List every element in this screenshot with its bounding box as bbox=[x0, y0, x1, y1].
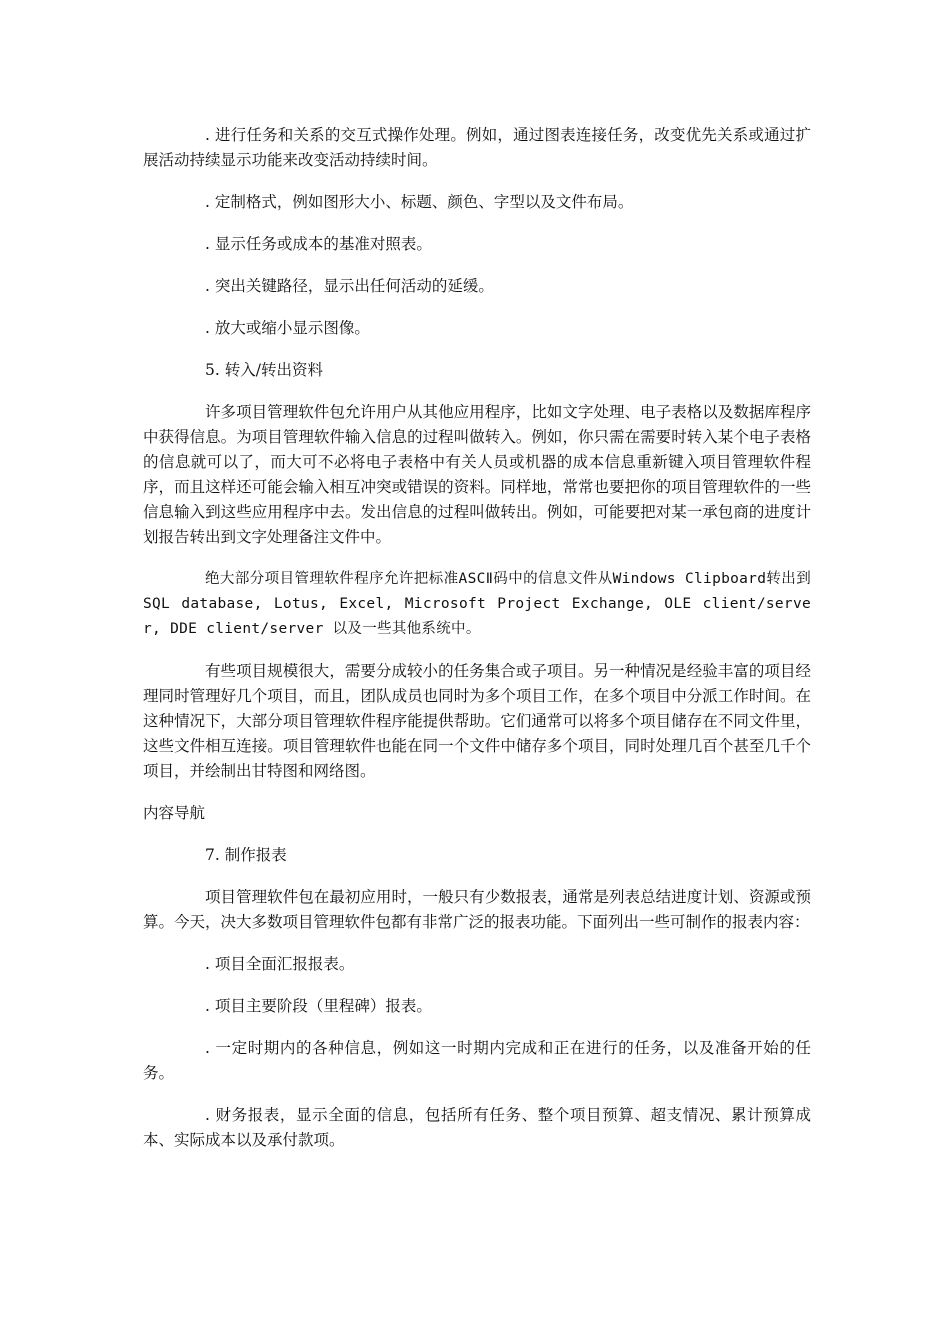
section-heading-reports: 7. 制作报表 bbox=[205, 846, 287, 864]
bullet-milestone-report: . 项目主要阶段（里程碑）报表。 bbox=[205, 997, 432, 1015]
section-heading-import-export: 5. 转入/转出资料 bbox=[205, 361, 323, 379]
bullet-overall-report: . 项目全面汇报报表。 bbox=[205, 955, 355, 973]
document-body bbox=[143, 123, 811, 1153]
paragraph-import-export: 许多项目管理软件包允许用户从其他应用程序，比如文字处理、电子表格以及数据库程序中获得信息。为项目管理软件输入信息的过程叫做转入。例如，你只需在需要时转入某个电子表格的信息就可以了，而大可不必将电子表格中有关人员或机器的成本信息重新键入项目管理软件程序，而且这样还可能会输入相互冲突或错误的资料。同样地，常常也要把你的项目管理软件的一些信息输入到这些应用程序中去。发出信息的过程叫做转出。例如，可能要把对某一承包商的进度计划报告转出到文字处理备注文件中。 bbox=[143, 403, 811, 546]
paragraph-ascii-export: 绝大部分项目管理软件程序允许把标准ASCⅡ码中的信息文件从Windows Clipboard转出到SQL database, Lotus, Excel, Microsoft Project Exchange, OLE client/server, DDE client/server 以及一些其他系统中。 bbox=[143, 571, 811, 637]
bullet-period-info: . 一定时期内的各种信息，例如这一时期内完成和正在进行的任务，以及准备开始的任务。 bbox=[143, 1039, 811, 1082]
bullet-interactive-editing: . 进行任务和关系的交互式操作处理。例如，通过图表连接任务，改变优先关系或通过扩展活动持续显示功能来改变活动持续时间。 bbox=[143, 126, 811, 169]
paragraph-reports: 项目管理软件包在最初应用时，一般只有少数报表，通常是列表总结进度计划、资源或预算。今天，决大多数项目管理软件包都有非常广泛的报表功能。下面列出一些可制作的报表内容： bbox=[143, 888, 811, 931]
bullet-financial-report: . 财务报表，显示全面的信息，包括所有任务、整个项目预算、超支情况、累计预算成本、实际成本以及承付款项。 bbox=[143, 1106, 811, 1149]
bullet-critical-path: . 突出关键路径，显示出任何活动的延缓。 bbox=[205, 277, 494, 295]
bullet-baseline-table: . 显示任务或成本的基准对照表。 bbox=[205, 235, 432, 253]
paragraph-subprojects: 有些项目规模很大，需要分成较小的任务集合或子项目。另一种情况是经验丰富的项目经理同时管理好几个项目，而且，团队成员也同时为多个项目工作，在多个项目中分派工作时间。在这种情况下，大部分项目管理软件程序能提供帮助。它们通常可以将多个项目储存在不同文件里，这些文件相互连接。项目管理软件也能在同一个文件中储存多个项目，同时处理几百个甚至几千个项目，并绘制出甘特图和网络图。 bbox=[143, 662, 811, 780]
content-navigation-label: 内容导航 bbox=[143, 804, 206, 822]
bullet-custom-format: . 定制格式，例如图形大小、标题、颜色、字型以及文件布局。 bbox=[205, 193, 634, 211]
bullet-zoom-image: . 放大或缩小显示图像。 bbox=[205, 319, 370, 337]
